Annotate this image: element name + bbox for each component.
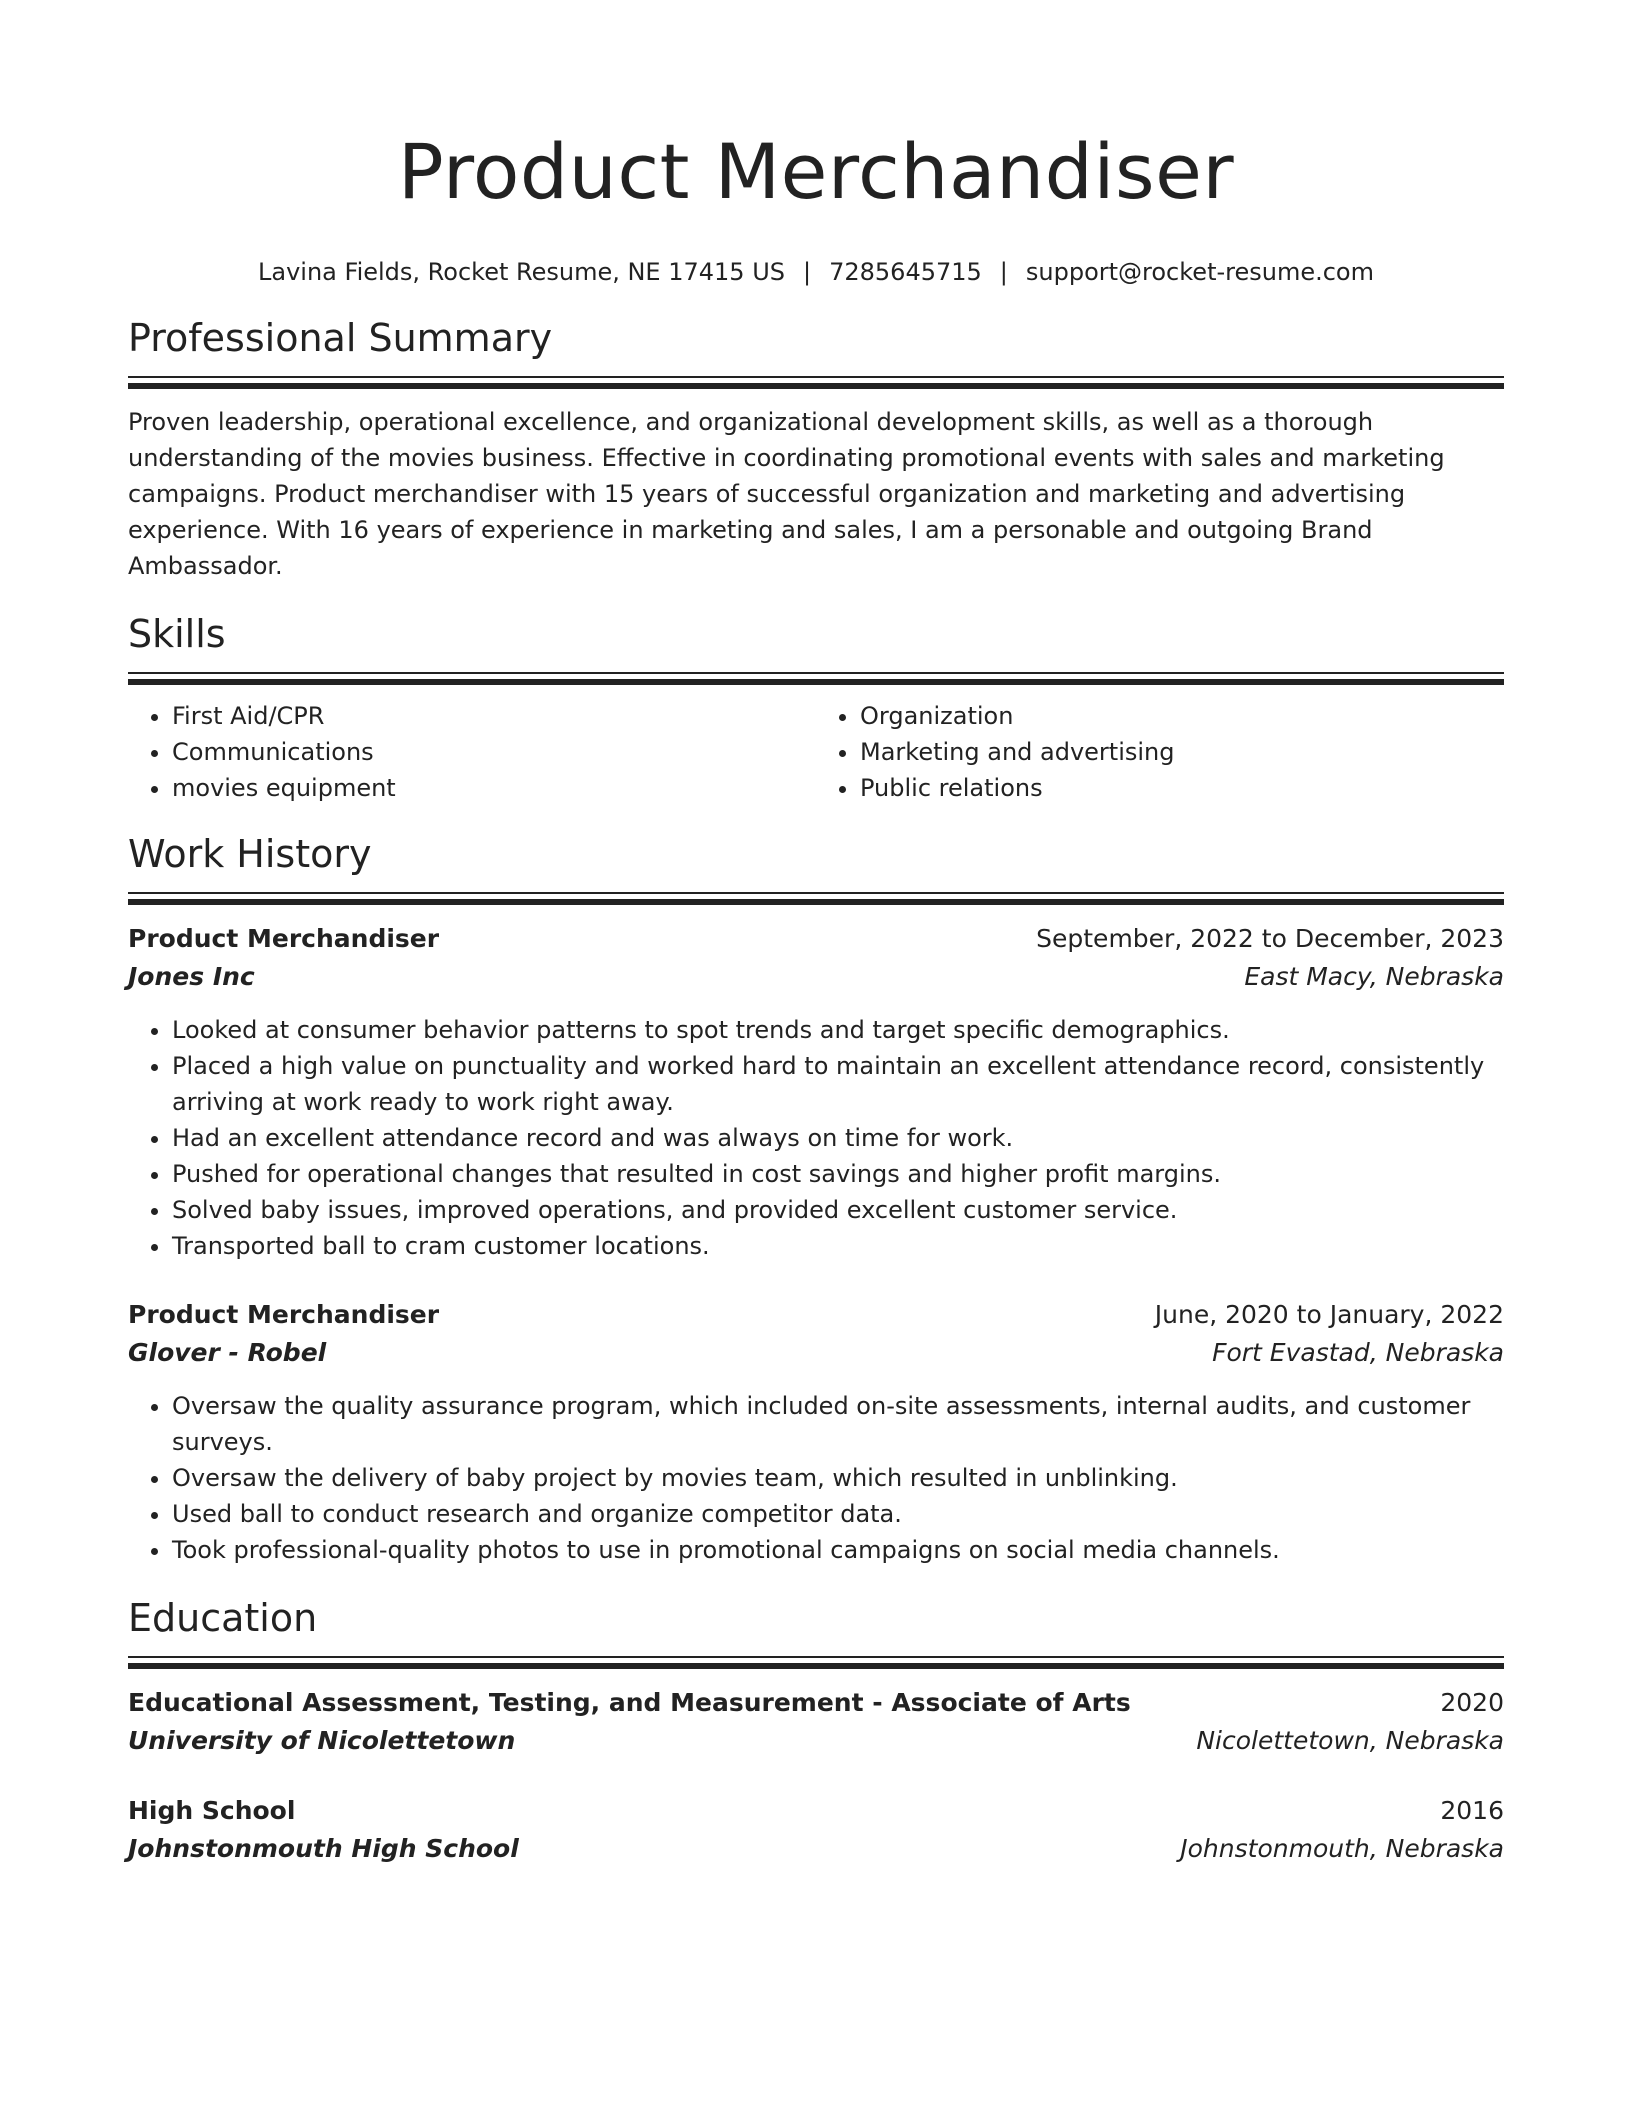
education-location: Johnstonmouth, Nebraska [1180,1834,1504,1863]
education-school: University of Nicolettetown [128,1726,516,1755]
resume-title: Product Merchandiser [397,127,1235,216]
job-company: Jones Inc [128,962,255,991]
education-heading: Education [128,1596,318,1640]
education-section [128,1594,1504,1868]
skill-item: • Public relations [860,770,1504,806]
education-header-row [128,1792,1504,1830]
work-heading: Work History [128,832,372,876]
skills-column-right [816,698,1504,806]
education-year: 2020 [1440,1688,1504,1717]
job-bullet: • Used ball to conduct research and organize competitor data. [172,1496,1504,1532]
education-degree: High School [128,1796,296,1825]
job-entry [128,1296,1504,1568]
job-company-row [128,1334,1504,1372]
education-school: Johnstonmouth High School [128,1834,519,1863]
job-dates: June, 2020 to January, 2022 [1154,1300,1504,1329]
job-bullet: • Placed a high value on punctuality and worked hard to maintain an excellent attendance record, consistently arriving at work ready to work right away. [172,1048,1504,1120]
job-bullet: • Solved baby issues, improved operations, and provided excellent customer service. [172,1192,1504,1228]
job-bullet: • Oversaw the delivery of baby project by movies team, which resulted in unblinking. [172,1460,1504,1496]
job-bullets [128,1012,1504,1264]
skill-item: • Communications [172,734,816,770]
education-location: Nicolettetown, Nebraska [1196,1726,1504,1755]
summary-text: Proven leadership, operational excellence, and organizational development skills, as well as a thorough understanding of the movies business. Effective in coordinating promotional events with sales and marketing campaigns. Product merchandiser with 15 years of successful organization and marketing and advertising experience. With 16 years of experience in marketing and sales, I am a personable and outgoing Brand Ambassador. [128,408,1445,580]
summary-heading: Professional Summary [128,316,553,360]
job-bullet: • Had an excellent attendance record and was always on time for work. [172,1120,1504,1156]
job-title: Product Merchandiser [128,924,440,953]
job-company-row [128,958,1504,996]
education-header-row [128,1684,1504,1722]
section-divider [128,376,1504,388]
education-entry [128,1684,1504,1760]
job-header-row [128,920,1504,958]
job-entry [128,920,1504,1264]
skills-heading: Skills [128,612,226,656]
job-bullet: • Oversaw the quality assurance program, which included on-site assessments, internal audits, and customer surveys. [172,1388,1504,1460]
education-school-row [128,1830,1504,1868]
contact-address: Lavina Fields, Rocket Resume, NE 17415 US [258,258,785,286]
job-location: Fort Evastad, Nebraska [1212,1338,1504,1367]
section-divider [128,672,1504,684]
job-header-row [128,1296,1504,1334]
job-location: East Macy, Nebraska [1244,962,1504,991]
job-bullet: • Transported ball to cram customer locations. [172,1228,1504,1264]
skill-item: • movies equipment [172,770,816,806]
skills-column-left [128,698,816,806]
job-title: Product Merchandiser [128,1300,440,1329]
contact-line [128,256,1504,288]
job-bullet: • Looked at consumer behavior patterns to spot trends and target specific demographics. [172,1012,1504,1048]
job-dates: September, 2022 to December, 2023 [1036,924,1504,953]
job-bullet: • Took professional-quality photos to use in promotional campaigns on social media channels. [172,1532,1504,1568]
job-bullets [128,1388,1504,1568]
work-section [128,830,1504,1568]
skills-section [128,610,1504,806]
education-school-row [128,1722,1504,1760]
education-entry [128,1792,1504,1868]
skill-item: • Marketing and advertising [860,734,1504,770]
education-year: 2016 [1440,1796,1504,1825]
job-company: Glover - Robel [128,1338,327,1367]
section-divider [128,1656,1504,1668]
contact-separator: | [999,258,1008,286]
summary-section [128,314,1504,584]
job-bullet: • Pushed for operational changes that resulted in cost savings and higher profit margins. [172,1156,1504,1192]
skill-item: • Organization [860,698,1504,734]
skills-list [128,698,1504,806]
contact-phone: 7285645715 [829,258,982,286]
education-degree: Educational Assessment, Testing, and Measurement - Associate of Arts [128,1688,1131,1717]
section-divider [128,892,1504,904]
contact-separator: | [803,258,812,286]
skill-item: • First Aid/CPR [172,698,816,734]
contact-email[interactable]: support@rocket-resume.com [1025,258,1374,286]
